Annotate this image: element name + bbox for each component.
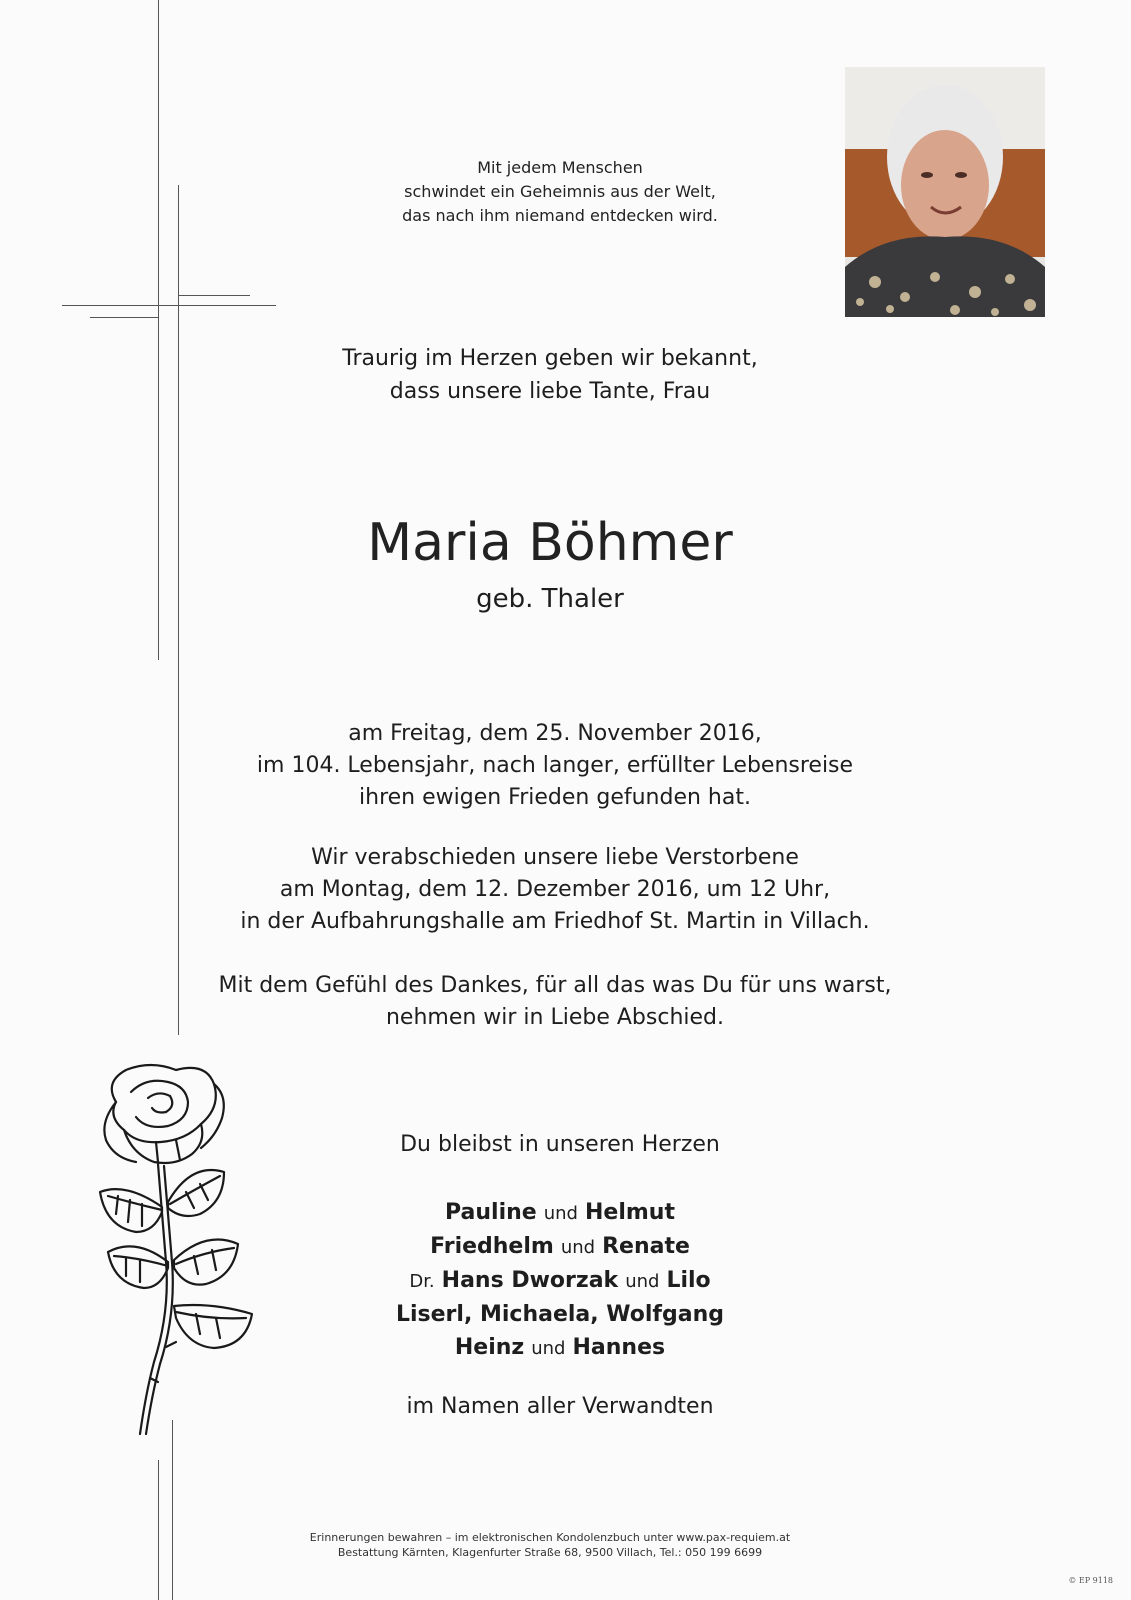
family-member: Pauline xyxy=(445,1200,537,1225)
intro-line: Traurig im Herzen geben wir bekannt, xyxy=(342,346,758,371)
death-notice-line: ihren ewigen Frieden gefunden hat. xyxy=(359,785,751,810)
conjunction: und xyxy=(560,1237,596,1258)
footer-line: Erinnerungen bewahren – im elektronischen Kondolenzbuch unter www.pax-requiem.at xyxy=(309,1531,791,1544)
portrait-photo xyxy=(845,67,1045,317)
conjunction: und xyxy=(543,1203,578,1224)
family-row xyxy=(300,1264,820,1298)
family-member: Hannes xyxy=(572,1335,666,1360)
family-row xyxy=(300,1298,820,1331)
print-code: © EP 9118 xyxy=(1068,1576,1113,1585)
gratitude-text xyxy=(150,970,960,1034)
family-member: Heinz xyxy=(454,1335,525,1360)
gratitude-line: nehmen wir in Liebe Abschied. xyxy=(385,1005,725,1030)
farewell-line: am Montag, dem 12. Dezember 2016, um 12 Uhr, xyxy=(279,877,831,902)
title-prefix: Dr. xyxy=(409,1271,435,1292)
family-member: Friedhelm xyxy=(430,1234,554,1259)
motto-line: schwindet ein Geheimnis aus der Welt, xyxy=(404,182,716,201)
death-notice-line: am Freitag, dem 25. November 2016, xyxy=(348,721,762,746)
family-row xyxy=(300,1196,820,1230)
motto xyxy=(330,156,790,228)
maiden-name: geb. Thaler xyxy=(476,584,624,614)
rose-icon xyxy=(96,1062,266,1442)
footer-line: Bestattung Kärnten, Klagenfurter Straße 68, 9500 Villach, Tel.: 050 199 6699 xyxy=(337,1546,763,1559)
footer xyxy=(230,1530,870,1560)
conjunction: und xyxy=(531,1338,566,1359)
intro-text xyxy=(230,342,870,408)
farewell-notice xyxy=(150,842,960,938)
motto-line: das nach ihm niemand entdecken wird. xyxy=(402,206,718,225)
conjunction: und xyxy=(625,1271,660,1292)
family-member: Lilo xyxy=(666,1268,711,1293)
family-list xyxy=(300,1196,820,1365)
deceased-name: Maria Böhmer xyxy=(367,513,733,573)
death-notice-line: im 104. Lebensjahr, nach langer, erfüllter Lebensreise xyxy=(256,753,854,778)
family-member: Hans Dworzak xyxy=(441,1268,619,1293)
closing-text: Du bleibst in unseren Herzen xyxy=(400,1132,720,1157)
intro-line: dass unsere liebe Tante, Frau xyxy=(389,379,711,404)
death-notice xyxy=(150,718,960,814)
relatives-text: im Namen aller Verwandten xyxy=(406,1394,714,1419)
farewell-line: in der Aufbahrungshalle am Friedhof St. Martin in Villach. xyxy=(240,909,870,934)
motto-line: Mit jedem Menschen xyxy=(477,158,643,177)
farewell-line: Wir verabschieden unsere liebe Verstorbene xyxy=(311,845,799,870)
family-row xyxy=(300,1331,820,1365)
family-member: Liserl, Michaela, Wolfgang xyxy=(395,1302,724,1327)
family-member: Renate xyxy=(602,1234,690,1259)
gratitude-line: Mit dem Gefühl des Dankes, für all das was Du für uns warst, xyxy=(218,973,892,998)
family-member: Helmut xyxy=(584,1200,675,1225)
family-row xyxy=(300,1230,820,1264)
